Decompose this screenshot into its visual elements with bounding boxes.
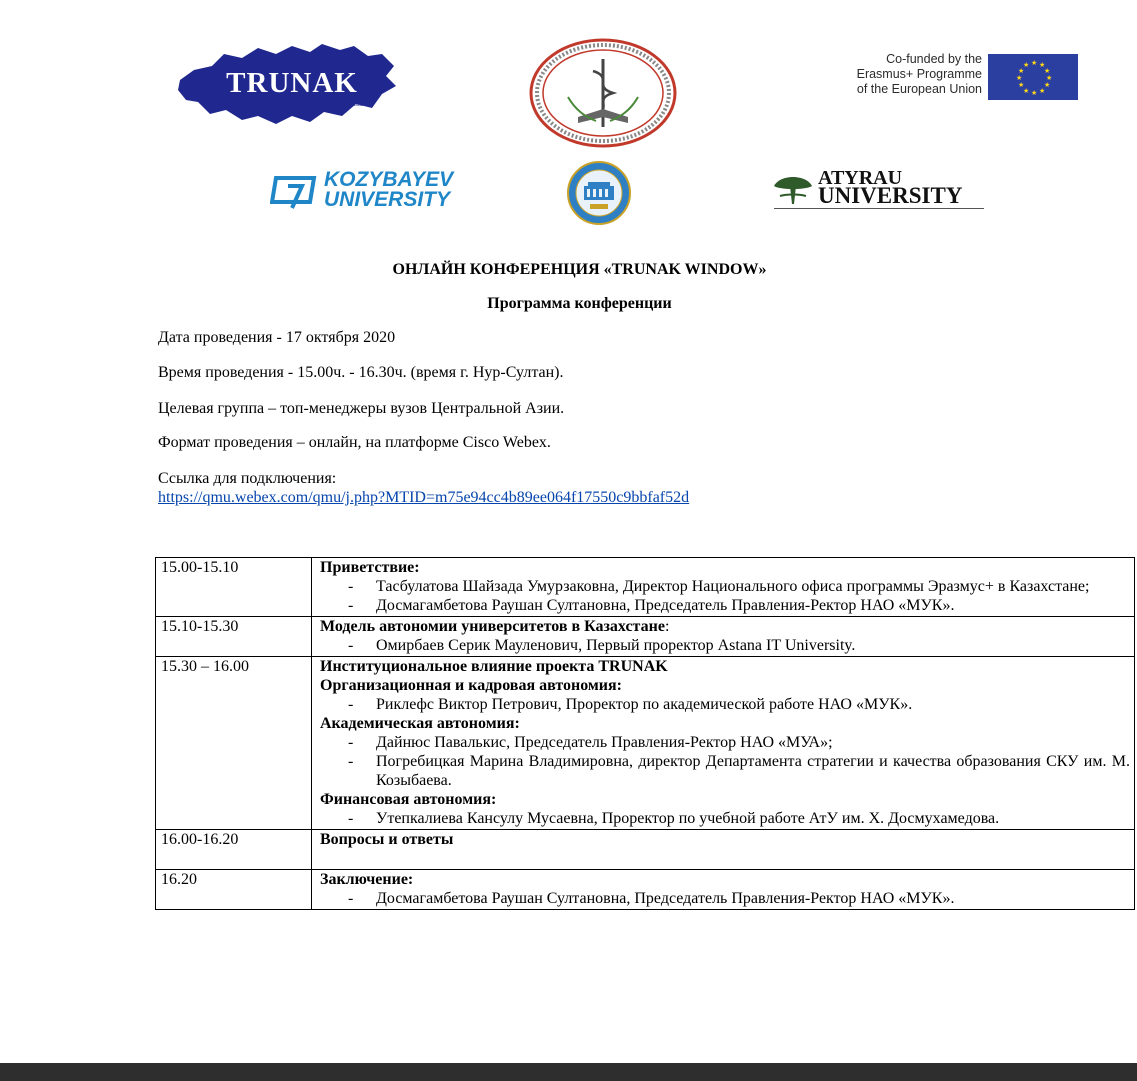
row-content — [312, 870, 1135, 910]
kozybayev-line-1: KOZYBAYEV — [324, 168, 454, 191]
svg-text:★: ★ — [1023, 61, 1030, 69]
svg-text:★: ★ — [1031, 59, 1038, 67]
row-time: 15.10-15.30 — [156, 617, 312, 657]
table-row — [156, 558, 1135, 617]
row-title: Приветствие: — [320, 559, 420, 576]
svg-text:★: ★ — [1016, 74, 1023, 82]
info-format: Формат проведения – онлайн, на платформе Cisco Webex. — [158, 434, 551, 451]
eu-flag-icon — [988, 54, 1078, 100]
section-title: Организационная и кадровая автономия: — [320, 677, 622, 694]
atyrau-line-2: UNIVERSITY — [818, 183, 963, 208]
erasmus-line-3: of the European Union — [856, 82, 982, 96]
program-title: Программа конференции — [487, 295, 672, 312]
section-title: Академическая автономия: — [320, 715, 520, 732]
speaker-list — [320, 695, 1130, 714]
speaker-item: - Досмагамбетова Раушан Султановна, Председатель Правления-Ректор НАО «МУК». — [320, 889, 1130, 908]
viewer-bottom-bar — [0, 1063, 1137, 1081]
svg-text:★: ★ — [1039, 61, 1046, 69]
speaker-list — [320, 733, 1130, 790]
row-title: Институциональное влияние проекта TRUNAK — [320, 658, 668, 675]
speaker-item: - Тасбулатова Шайзада Умурзаковна, Директор Национального офиса программы Эразмус+ в Казахстане; — [320, 577, 1130, 596]
erasmus-text — [857, 52, 982, 97]
caduceus-seal-icon — [528, 37, 678, 149]
row-title: Модель автономии университетов в Казахстане — [320, 618, 665, 635]
row-content — [312, 657, 1135, 830]
building-seal-icon — [566, 160, 632, 226]
medical-university-seal — [528, 37, 678, 149]
info-time: Время проведения - 15.00ч. - 16.30ч. (время г. Нур-Султан). — [158, 364, 564, 381]
svg-text:★: ★ — [1039, 87, 1046, 95]
svg-text:★: ★ — [1031, 89, 1038, 97]
svg-text:★: ★ — [1023, 87, 1030, 95]
speaker-item: - Риклефс Виктор Петрович, Проректор по академической работе НАО «МУК». — [320, 695, 1130, 714]
webex-link[interactable]: https://qmu.webex.com/qmu/j.php?MTID=m75e94cc4b89ee064f17550c9bbfaf52d — [158, 489, 690, 506]
row-title: Заключение: — [320, 871, 414, 888]
row-title-colon: : — [664, 618, 670, 635]
erasmus-cofunded-logo — [800, 52, 1078, 102]
table-row — [156, 657, 1135, 830]
svg-text:★: ★ — [1044, 67, 1051, 75]
row-time: 15.30 – 16.00 — [156, 657, 312, 830]
info-date: Дата проведения - 17 октября 2020 — [158, 329, 396, 346]
erasmus-line-1: Co-funded by the — [886, 52, 982, 66]
svg-text:★: ★ — [1044, 81, 1051, 89]
trunak-wordmark: TRUNAK — [212, 64, 372, 102]
row-title: Вопросы и ответы — [320, 831, 454, 848]
table-row — [156, 870, 1135, 910]
speaker-list — [320, 577, 1130, 615]
section-title: Финансовая автономия: — [320, 791, 497, 808]
speaker-item: - Омирбаев Серик Мауленович, Первый проректор Astana IT University. — [320, 636, 1130, 655]
row-time: 16.20 — [156, 870, 312, 910]
table-row — [156, 617, 1135, 657]
speaker-item: - Утепкалиева Кансулу Мусаевна, Проректор по учебной работе АтУ им. Х. Досмухамедова. — [320, 809, 1130, 828]
schedule-table — [155, 557, 1135, 910]
row-time: 15.00-15.10 — [156, 558, 312, 617]
erasmus-line-2: Erasmus+ Programme — [856, 67, 982, 81]
svg-text:★: ★ — [1018, 67, 1025, 75]
info-target-group: Целевая группа – топ-менеджеры вузов Центральной Азии. — [158, 400, 565, 417]
row-content — [312, 617, 1135, 657]
atyrau-university-logo — [770, 166, 1000, 210]
atyrau-line-1: ATYRAU — [818, 167, 903, 189]
speaker-list — [320, 636, 1130, 655]
speaker-item: - Досмагамбетова Раушан Султановна, Председатель Правления-Ректор НАО «МУК». — [320, 596, 1130, 615]
speaker-list — [320, 889, 1130, 908]
row-content — [312, 558, 1135, 617]
speaker-item: - Дайнюс Павалькис, Председатель Правления-Ректор НАО «МУА»; — [320, 733, 1130, 752]
table-row — [156, 830, 1135, 870]
info-link-label: Ссылка для подключения: — [158, 470, 337, 487]
svg-text:★: ★ — [1046, 74, 1053, 82]
conference-title: ОНЛАЙН КОНФЕРЕНЦИЯ «TRUNAK WINDOW» — [392, 261, 767, 278]
kozybayev-emblem-icon — [270, 168, 320, 212]
trunak-tagline: Transforming Governance for University Autonomy in Kazakhstan — [220, 102, 365, 108]
row-title-wrapper — [320, 617, 1130, 636]
row-content — [312, 830, 1135, 870]
speaker-item: - Погребицкая Марина Владимировна, директор Департамента стратегии и качества образования СКУ им. М. Козыбаева. — [320, 752, 1130, 790]
speaker-list — [320, 809, 1130, 828]
atyrau-underline — [774, 208, 984, 209]
university-round-seal — [566, 160, 632, 226]
kozybayev-university-logo — [270, 168, 470, 212]
kozybayev-line-2: UNIVERSITY — [324, 188, 451, 211]
svg-text:★: ★ — [1018, 81, 1025, 89]
atyrau-tree-icon — [770, 166, 816, 208]
trunak-logo — [172, 40, 402, 130]
row-time: 16.00-16.20 — [156, 830, 312, 870]
